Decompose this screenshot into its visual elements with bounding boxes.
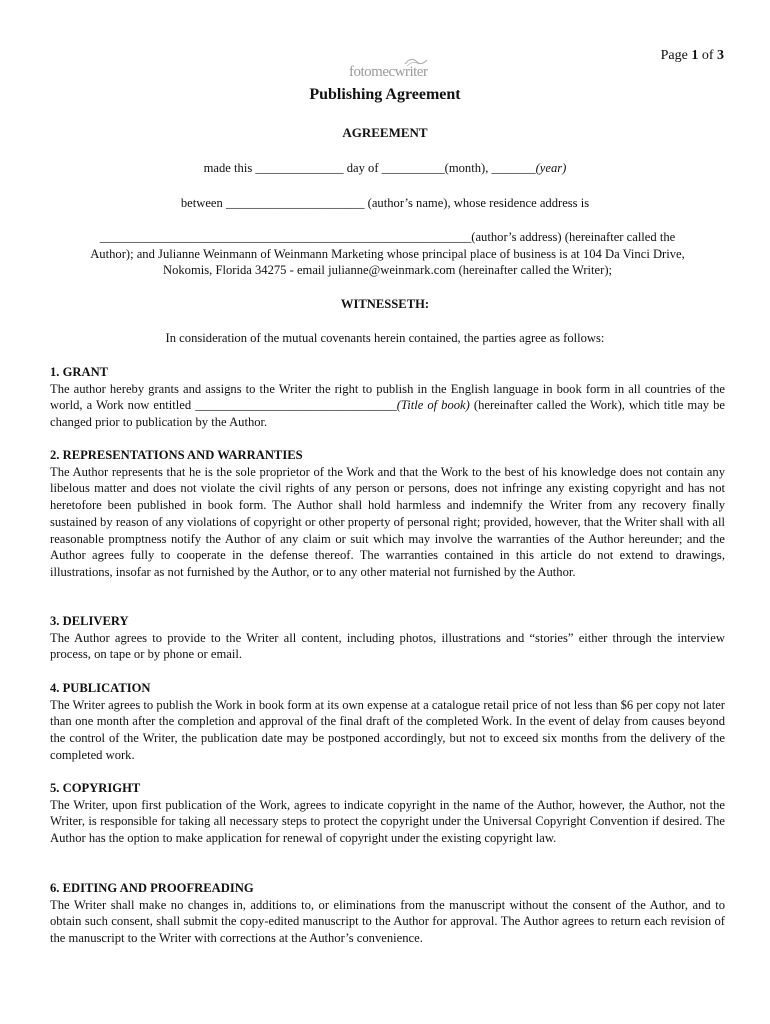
address-blank: ___________________________________________________________	[99, 230, 472, 244]
month-label: (month),	[444, 161, 492, 175]
made-this-line	[0, 160, 770, 177]
section-heading: 1. GRANT	[50, 365, 109, 379]
section-publication	[50, 680, 725, 764]
address-line-3: Nokomis, Florida 34275 - email julianne@weinmark.com (hereinafter called the Writer);	[162, 263, 613, 278]
year-blank: _______	[491, 161, 536, 175]
page-current: 1	[691, 48, 699, 63]
between-suffix: (author’s name), whose residence address is	[364, 196, 590, 210]
page-total: 3	[717, 48, 724, 63]
section-delivery	[50, 613, 725, 663]
address-line-1-suffix: (author’s address) (hereinafter called the	[471, 230, 676, 244]
day-label: day of	[343, 161, 382, 175]
made-this-prefix: made this	[203, 161, 256, 175]
document-title: Publishing Agreement	[309, 86, 461, 103]
section-copyright	[50, 780, 725, 847]
document-subtitle: AGREEMENT	[342, 125, 428, 140]
section-heading: 4. PUBLICATION	[50, 681, 151, 695]
month-blank: __________	[381, 161, 445, 175]
section-body: The Author represents that he is the sole proprietor of the Work and that the Work to the best of his knowledge does not contain any libelous matter and does not violate the civil rights of any person or persons, does not infringe any existing copyright and has not heretofore been published in book form. The Author shall hold harmless and indemnify the Writer from any recovery finally sustained by reason of any violations of copyright or other property of personal right; provided, however, that the Writer shall with all reasonable promptness notify the Author of any claim or suit which may involve the warranties of the Author hereunder; and the Author agrees fully to cooperate in the defense thereof. The warranties contained in this article do not extend to drawings, illustrations, insofar as not furnished by the Author, or to any other material not furnished by the Author.	[50, 464, 725, 579]
section-heading: 2. REPRESENTATIONS AND WARRANTIES	[50, 448, 303, 462]
address-line-2: Author); and Julianne Weinmann of Weinmann Marketing whose principal place of business is at 104 Da Vinci Drive,	[90, 246, 685, 261]
author-name-blank: ______________________	[225, 196, 365, 210]
section-heading: 5. COPYRIGHT	[50, 781, 141, 795]
day-blank: ______________	[255, 161, 344, 175]
section-body	[50, 381, 725, 431]
consideration-text: In consideration of the mutual covenants herein contained, the parties agree as follows:	[165, 331, 605, 345]
witnesseth-heading: WITNESSETH:	[340, 297, 430, 311]
section-editing	[50, 880, 725, 947]
year-label: (year)	[535, 161, 567, 175]
section-body: The Author agrees to provide to the Writer all content, including photos, illustrations and “stories” either through the interview process, on tape or by phone or email.	[50, 630, 725, 662]
between-line	[0, 195, 770, 212]
section-body-part-1: The author hereby grants and assigns to the Writer the right to publish in the English language in book form in all countries of the world, a Work now entitled ________________________________	[50, 381, 725, 413]
page-label: Page	[660, 48, 688, 63]
company-logo	[345, 54, 435, 82]
title-of-book-label: (Title of book)	[396, 398, 470, 413]
address-line-1	[50, 229, 725, 246]
section-grant	[50, 364, 725, 431]
section-body: The Writer agrees to publish the Work in book form at its own expense at a catalogue retail price of not less than $6 per copy not later than one month after the completion and approval of the final draft of the completed Work. In the event of delay from causes beyond the control of the Writer, the publication date may be postponed accordingly, but not to exceed six months from the delivery of the completed work.	[50, 697, 725, 762]
section-representations	[50, 447, 725, 581]
page-number	[661, 48, 724, 65]
section-heading: 3. DELIVERY	[50, 614, 129, 628]
between-prefix: between	[180, 196, 226, 210]
section-body: The Writer shall make no changes in, additions to, or eliminations from the manuscript without the consent of the Author, and to obtain such consent, shall submit the copy-edited manuscript to the Author for approval. The Author agrees to return each revision of the manuscript to the Writer with corrections at the Author’s convenience.	[50, 897, 725, 946]
page-of: of	[701, 48, 714, 63]
address-block	[50, 229, 725, 279]
section-heading: 6. EDITING AND PROOFREADING	[50, 881, 254, 895]
section-body: The Writer, upon first publication of the Work, agrees to indicate copyright in the name of the Author, however, the Author, not the Writer, is responsible for taking all necessary steps to protect the copyright under the Universal Copyright Convention if desired. The Author has the option to make application for renewal of copyright under the existing copyright law.	[50, 797, 725, 846]
svg-text:fotomecwriter: fotomecwriter	[349, 64, 428, 80]
section-body-part-2: (hereinafter called the Work), which title may be changed prior to publication by the Author.	[50, 398, 726, 430]
